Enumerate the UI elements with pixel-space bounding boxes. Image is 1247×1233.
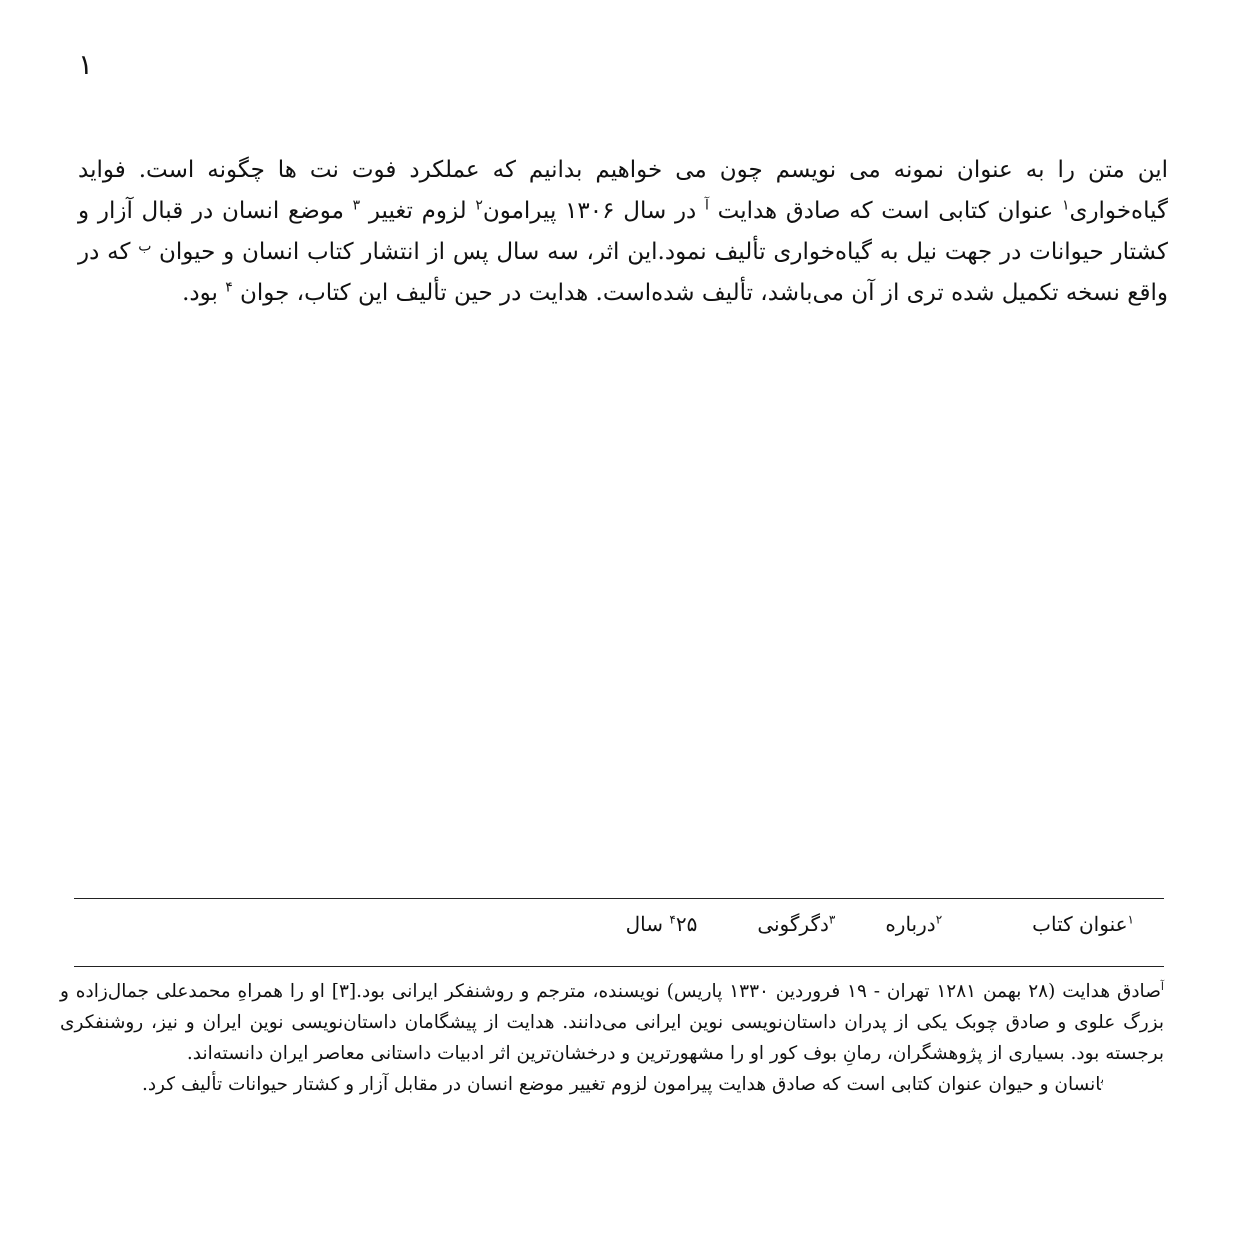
body-text-segment: بود. <box>182 280 226 306</box>
footnote-ref-2[interactable]: ۲ <box>475 197 483 214</box>
body-text-segment: لزوم تغییر <box>360 198 476 224</box>
footnote-item-4 <box>626 908 698 944</box>
endnote-separator <box>74 966 1164 967</box>
body-text-segment: در سال ۱۳۰۶ پیرامون <box>482 198 706 224</box>
endnote-text: صادق هدایت (۲۸ بهمن ۱۲۸۱ تهران - ۱۹ فروردین ۱۳۳۰ پاریس) نویسنده، مترجم و روشنفکر ایرانی بود.[۳] او را همراهِ محمدعلی جمال‌زاده و بزرگ علوی و صادق چوبک یکی از پدران داستان‌نویسی نوین ایرانی می‌دانند. هدایت از پیشگامان داستان‌نویسی نوین ایران و نیز، روشنفکری برجسته بود. بسیاری از پژوهشگران، رمانِ بوف کور او را مشهورترین و درخشان‌ترین اثر ادبیات داستانی معاصر ایران دانسته‌اند. <box>60 981 1164 1064</box>
page-number: ۱ <box>78 48 94 81</box>
footnote-text: ۲۵ سال <box>625 912 698 936</box>
footnote-number: ۲ <box>935 912 943 927</box>
endnote-text: انسان و حیوان عنوان کتابی است که صادق هدایت پیرامون لزوم تغییر موضع انسان در مقابل آزار و کشتار حیوانات تألیف کرد. <box>141 1074 1101 1095</box>
footnote-text: درباره <box>885 912 936 936</box>
footnote-text: عنوان کتاب <box>1032 912 1128 936</box>
endnote-ref-b[interactable]: ب <box>138 238 152 255</box>
footnote-item-1 <box>1032 908 1134 944</box>
body-text-segment: موضع انسان در قبال آزار و کشتار حیوانات در جهت نیل به گیاه‌خواری تألیف نمود.این اثر، سه سال پس از انتشار کتاب انسان و حیوان <box>78 198 1168 265</box>
footnote-number: ۴ <box>669 912 676 927</box>
footnotes-row <box>74 908 1164 944</box>
body-text-segment: که در واقع نسخه تکمیل شده تری از آن می‌باشد، تألیف شده‌است. هدایت در حین تألیف این کتاب، جوان <box>78 239 1168 306</box>
endnote-mark: آ <box>1160 979 1164 993</box>
footnote-item-2 <box>885 908 942 944</box>
footnote-ref-3[interactable]: ۳ <box>352 197 361 214</box>
body-paragraph <box>78 150 1168 314</box>
footnote-number: ۱ <box>1127 912 1134 927</box>
footnote-text: دگرگونی <box>757 912 829 936</box>
endnote-ref-a[interactable]: آ <box>705 197 709 214</box>
body-text-segment: عنوان کتابی است که صادق هدایت <box>708 198 1063 224</box>
footnote-ref-1[interactable]: ۱ <box>1062 197 1070 214</box>
endnote-a <box>60 976 1164 1069</box>
endnotes-section <box>60 976 1164 1100</box>
footnote-item-3 <box>757 908 835 944</box>
footnote-separator <box>74 898 1164 899</box>
footnote-number: ۳ <box>828 912 836 927</box>
footnote-ref-4[interactable]: ۴ <box>225 279 233 296</box>
endnote-b <box>60 1069 1164 1100</box>
endnote-mark: ب <box>1100 1072 1104 1086</box>
body-text-segment: این متن را به عنوان نمونه می نویسم چون می خواهیم بدانیم که عملکرد فوت نت ها چگونه است. فواید گیاه‌خواری <box>78 157 1168 224</box>
